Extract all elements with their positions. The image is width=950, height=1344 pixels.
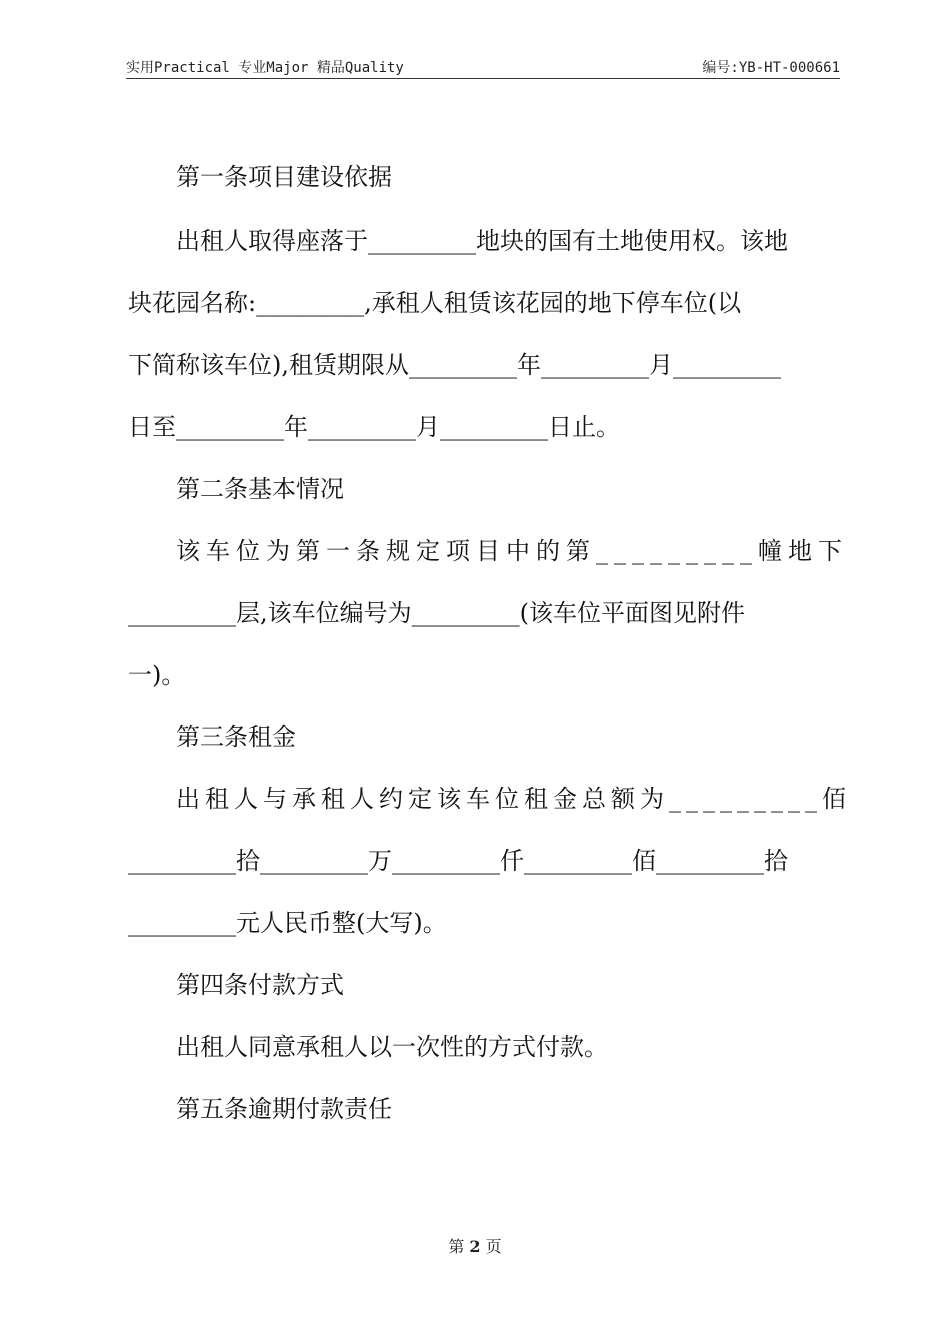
page-number: 2 <box>469 1237 481 1256</box>
header-tagline: 实用Practical 专业Major 精品Quality <box>126 60 404 76</box>
article-3-line-2: _________拾_________万_________仟_________佰_________拾 <box>128 847 788 875</box>
article-3-line-1: 出租人与承租人约定该车位租金总额为_________佰 <box>176 785 851 813</box>
article-1-title: 第一条项目建设依据 <box>176 163 392 191</box>
article-1-line-2: 块花园名称:_________,承租人租赁该花园的地下停车位(以 <box>128 289 742 317</box>
page-prefix: 第 <box>448 1237 465 1256</box>
page-suffix: 页 <box>485 1237 502 1256</box>
article-2-line-1: 该车位为第一条规定项目中的第_________幢地下 <box>176 537 848 565</box>
page-footer <box>0 1234 950 1257</box>
page-header <box>126 56 840 79</box>
article-4-line-1: 出租人同意承租人以一次性的方式付款。 <box>176 1033 608 1061</box>
article-1-line-3: 下简称该车位),租赁期限从_________年_________月_________ <box>128 351 781 379</box>
article-3-line-3: _________元人民币整(大写)。 <box>128 909 447 937</box>
article-1-line-4: 日至_________年_________月_________日止。 <box>128 413 620 441</box>
article-2-line-2: _________层,该车位编号为_________(该车位平面图见附件 <box>128 599 745 627</box>
article-2-line-3: 一)。 <box>128 661 186 689</box>
article-2-title: 第二条基本情况 <box>176 475 344 503</box>
article-3-title: 第三条租金 <box>176 723 296 751</box>
document-number: 编号:YB-HT-000661 <box>702 60 840 76</box>
article-5-title: 第五条逾期付款责任 <box>176 1095 392 1123</box>
article-1-line-1: 出租人取得座落于_________地块的国有土地使用权。该地 <box>176 227 788 255</box>
article-4-title: 第四条付款方式 <box>176 971 344 999</box>
